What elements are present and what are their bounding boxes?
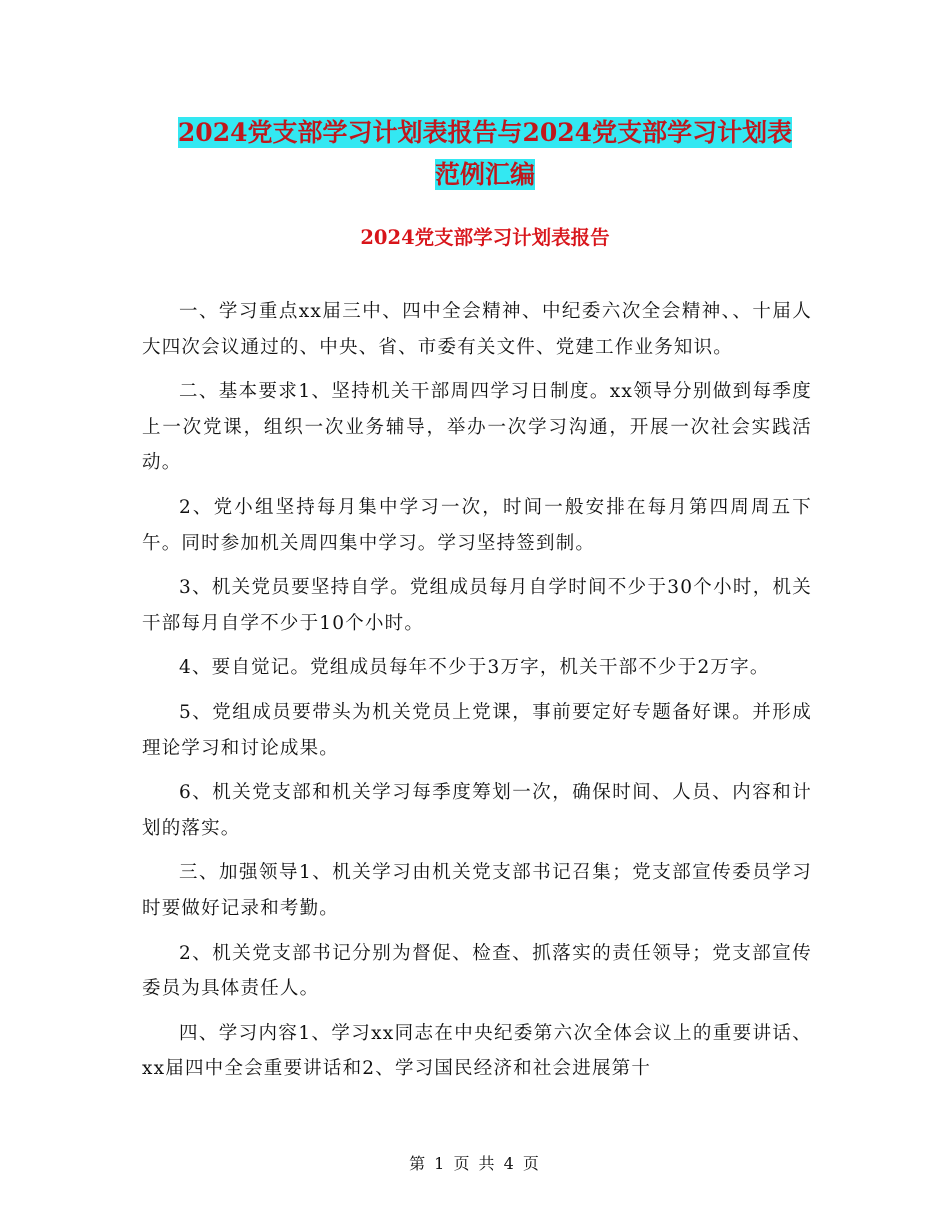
document-title — [140, 112, 830, 196]
paragraph: 一、学习重点xx届三中、四中全会精神、中纪委六次全会精神、、十届人大四次会议通过的、中央、省、市委有关文件、党建工作业务知识。 — [142, 301, 812, 358]
paragraph: 2、机关党支部书记分别为督促、检查、抓落实的责任领导；党支部宣传委员为具体责任人。 — [142, 942, 812, 1000]
document-title-line-1: 2024党支部学习计划表报告与2024党支部学习计划表 — [177, 118, 793, 147]
document-body — [142, 294, 812, 1096]
paragraph: 二、基本要求1、坚持机关干部周四学习日制度。xx领导分别做到每季度上一次党课，组织一次业务辅导，举办一次学习沟通，开展一次社会实践活动。 — [142, 381, 812, 474]
paragraph: 5、党组成员要带头为机关党员上党课，事前要定好专题备好课。并形成理论学习和讨论成果。 — [142, 701, 812, 759]
paragraph: 4、要自觉记。党组成员每年不少于3万字，机关干部不少于2万字。 — [179, 657, 770, 679]
paragraph: 三、加强领导1、机关学习由机关党支部书记召集；党支部宣传委员学习时要做好记录和考勤。 — [142, 862, 812, 919]
section-title: 2024党支部学习计划表报告 — [360, 226, 610, 249]
document-title-line-2: 范例汇编 — [434, 160, 535, 189]
paragraph: 3、机关党员要坚持自学。党组成员每月自学时间不少于30个小时，机关干部每月自学不少于10个小时。 — [142, 577, 812, 634]
paragraph: 6、机关党支部和机关学习每季度筹划一次，确保时间、人员、内容和计划的落实。 — [142, 782, 812, 839]
page-footer: 第 1 页 共 4 页 — [409, 1154, 541, 1173]
paragraph: 2、党小组坚持每月集中学习一次，时间一般安排在每月第四周周五下午。同时参加机关周四集中学习。学习坚持签到制。 — [142, 496, 812, 554]
paragraph: 四、学习内容1、学习xx同志在中央纪委第六次全体会议上的重要讲话、xx届四中全会重要讲话和2、学习国民经济和社会进展第十 — [142, 1022, 812, 1080]
